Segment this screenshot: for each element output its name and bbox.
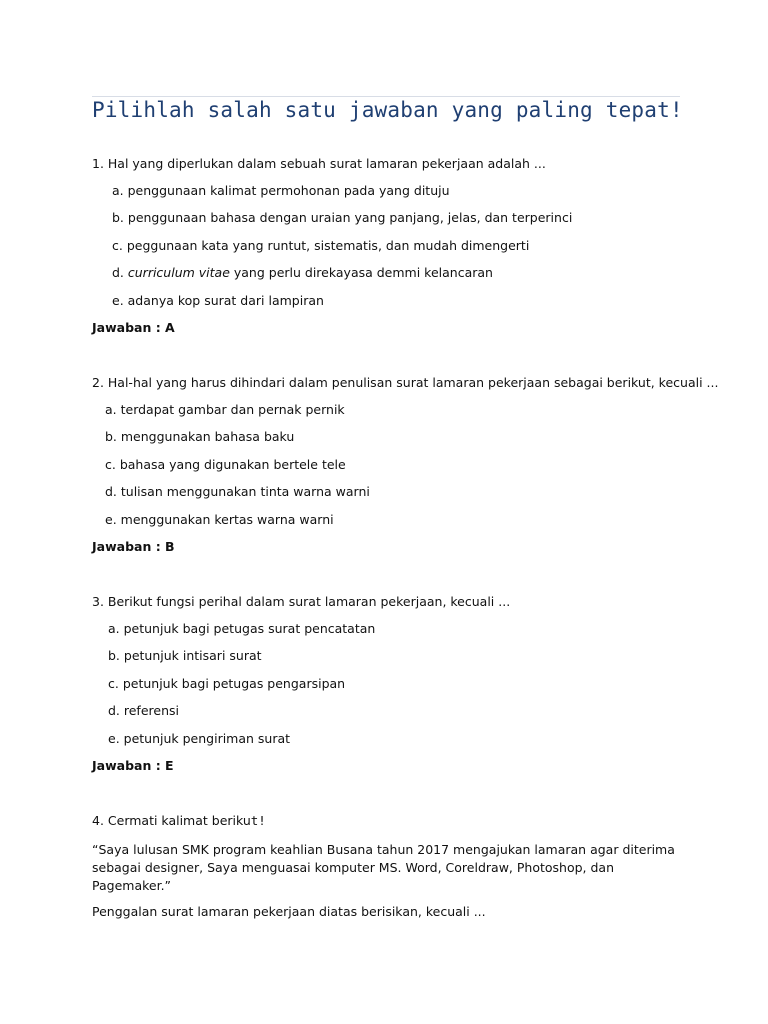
q1-option-a: a. penggunaan kalimat permohonan pada yang dituju — [112, 183, 450, 198]
q1-option-b: b. penggunaan bahasa dengan uraian yang panjang, jelas, dan terperinci — [112, 210, 573, 225]
q3-option-e: e. petunjuk pengiriman surat — [108, 731, 291, 746]
q3-option-b: b. petunjuk intisari surat — [108, 648, 262, 663]
q3-answer: Jawaban : E — [92, 758, 174, 773]
q1-option-d-rest: yang perlu direkayasa demmi kelancaran — [229, 265, 493, 280]
q1-option-c: c. peggunaan kata yang runtut, sistematis, dan mudah dimengerti — [112, 238, 530, 253]
q2-answer: Jawaban : B — [92, 539, 175, 554]
q2-option-e: e. menggunakan kertas warna warni — [105, 512, 334, 527]
q3-option-a: a. petunjuk bagi petugas surat pencatatan — [108, 621, 376, 636]
q3-option-d: d. referensi — [108, 703, 179, 718]
q1-option-d-prefix: d. — [112, 265, 128, 280]
q2-option-c: c. bahasa yang digunakan bertele tele — [105, 457, 346, 472]
question-1: 1. Hal yang diperlukan dalam sebuah surat lamaran pekerjaan adalah ... — [92, 156, 546, 171]
question-3: 3. Berikut fungsi perihal dalam surat lamaran pekerjaan, kecuali ... — [92, 594, 511, 609]
q1-option-e: e. adanya kop surat dari lampiran — [112, 293, 324, 308]
q4-prompt: Penggalan surat lamaran pekerjaan diatas berisikan, kecuali ... — [92, 904, 486, 919]
question-2: 2. Hal-hal yang harus dihindari dalam penulisan surat lamaran pekerjaan sebagai berikut, kecuali ... — [92, 375, 719, 390]
q3-option-c: c. petunjuk bagi petugas pengarsipan — [108, 676, 346, 691]
q4-question-tail: t! — [250, 813, 266, 828]
question-4 — [92, 813, 266, 829]
q1-answer: Jawaban : A — [92, 320, 175, 335]
page-title: Pilihlah salah satu jawaban yang paling tepat! — [92, 98, 683, 122]
header-rule — [92, 96, 680, 97]
q4-quote: “Saya lulusan SMK program keahlian Busana tahun 2017 mengajukan lamaran agar diterima sebagai designer, Saya menguasai komputer MS. Word, Coreldraw, Photoshop, dan Pagemaker.” — [92, 842, 675, 893]
q2-option-b: b. menggunakan bahasa baku — [105, 429, 295, 444]
q1-option-d-italic: curriculum vitae — [127, 265, 230, 280]
q2-option-a: a. terdapat gambar dan pernak pernik — [105, 402, 345, 417]
q2-option-d: d. tulisan menggunakan tinta warna warni — [105, 484, 370, 499]
q4-question-main: 4. Cermati kalimat beriku — [92, 813, 251, 828]
q1-option-d — [112, 265, 493, 281]
